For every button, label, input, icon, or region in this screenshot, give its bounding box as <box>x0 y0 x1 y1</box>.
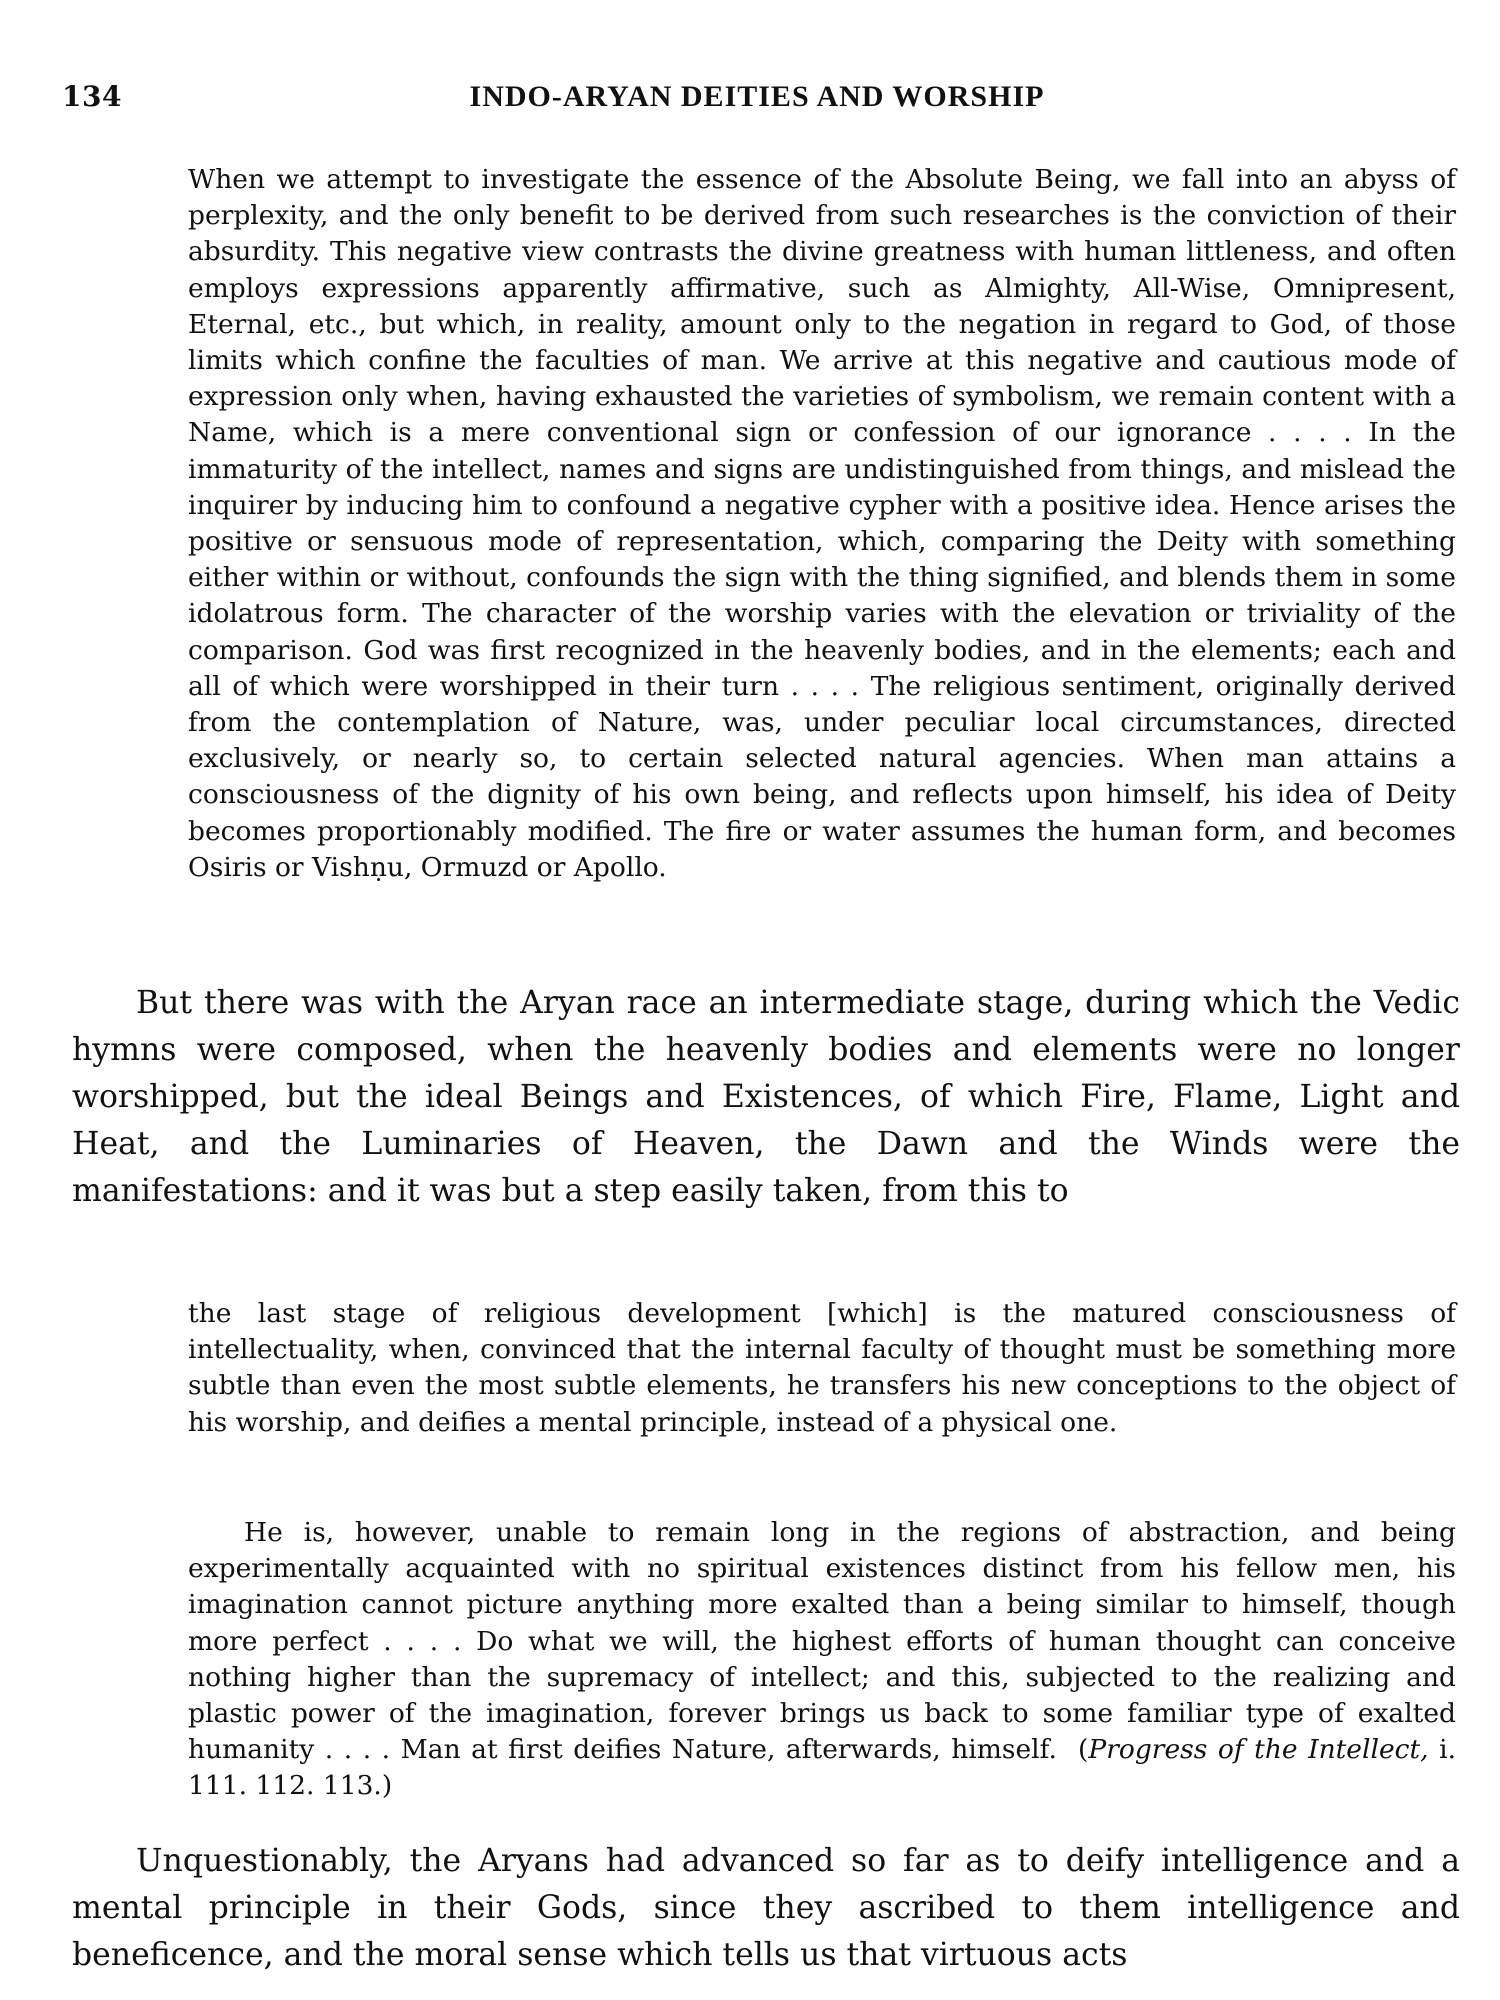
quote-text: He is, however, unable to remain long in the regions of abstraction, and being experimentally acquainted with no spiritual existences distinct from his fellow men, his imagination cannot picture anything more exalted than a being similar to himself, though more perfect . . . . Do what we will, the highest efforts of human thought can conceive nothing higher than the supremacy of intellect; and this, subjected to the realizing and plastic power of the imagination, forever brings us back to some familiar type of exalted humanity . . . . Man at first deifies Nature, afterwards, himself. <box>188 1517 1456 1766</box>
quote-paragraph <box>188 1515 1456 1805</box>
block-quote-imagination <box>188 1515 1456 1805</box>
citation-title: Progress of the Intellect, <box>1088 1734 1429 1766</box>
quote-paragraph: When we attempt to investigate the essence of the Absolute Being, we fall into an abyss of perplexity, and the only benefit to be derived from such researches is the conviction of their absurdity. This negative view contrasts the divine greatness with human littleness, and often employs expressions apparently affirmative, such as Almighty, All-Wise, Omnipresent, Eternal, etc., but which, in reality, amount only to the negation in regard to God, of those limits which confine the faculties of man. We arrive at this negative and cautious mode of expression only when, having exhausted the varieties of symbolism, we remain content with a Name, which is a mere conventional sign or confession of our ignorance . . . . In the immaturity of the intellect, names and signs are undistinguished from things, and mislead the inquirer by inducing him to confound a negative cypher with a positive idea. Hence arises the positive or sensuous mode of representation, which, comparing the Deity with something either within or without, confounds the sign with the thing signified, and blends them in some idolatrous form. The character of the worship varies with the elevation or triviality of the comparison. God was first recognized in the heavenly bodies, and in the elements; each and all of which were worshipped in their turn . . . . The religious sentiment, originally derived from the contemplation of Nature, was, under peculiar local circumstances, directed exclusively, or nearly so, to certain selected natural agencies. When man attains a consciousness of the dignity of his own being, and reflects upon himself, his idea of Deity becomes proportionably modified. The fire or water assumes the human form, and becomes Osiris or Vishṇu, Ormuzd or Apollo. <box>188 164 1456 883</box>
page-header <box>62 80 1452 120</box>
quote-paragraph: the last stage of religious development [which] is the matured consciousness of intellectuality, when, convinced that the internal faculty of thought must be something more subtle than even the most subtle elements, he transfers his new conceptions to the object of his worship, and deifies a mental principle, instead of a physical one. <box>188 1298 1456 1438</box>
body-paragraph-unquestionably <box>72 1838 1460 1979</box>
citation-reference: i. 111. 112. 113.) <box>188 1734 1456 1802</box>
body-paragraph: Unquestionably, the Aryans had advanced so far as to deify intelligence and a mental principle in their Gods, since they ascribed to them intelligence and beneficence, and the moral sense which tells us that virtuous acts <box>72 1843 1460 1973</box>
block-quote-absolute-being <box>188 162 1456 886</box>
citation-open: ( <box>1078 1734 1089 1766</box>
running-title: INDO-ARYAN DEITIES AND WORSHIP <box>469 80 1045 113</box>
body-paragraph: But there was with the Aryan race an intermediate stage, during which the Vedic hymns were composed, when the heavenly bodies and elements were no longer worshipped, but the ideal Beings and Existences, of which Fire, Flame, Light and Heat, and the Luminaries of Heaven, the Dawn and the Winds were the manifestations: and it was but a step easily taken, from this to <box>72 985 1460 1209</box>
body-paragraph-intermediate-stage <box>72 980 1460 1215</box>
block-quote-last-stage <box>188 1296 1456 1441</box>
page-number: 134 <box>62 80 122 113</box>
